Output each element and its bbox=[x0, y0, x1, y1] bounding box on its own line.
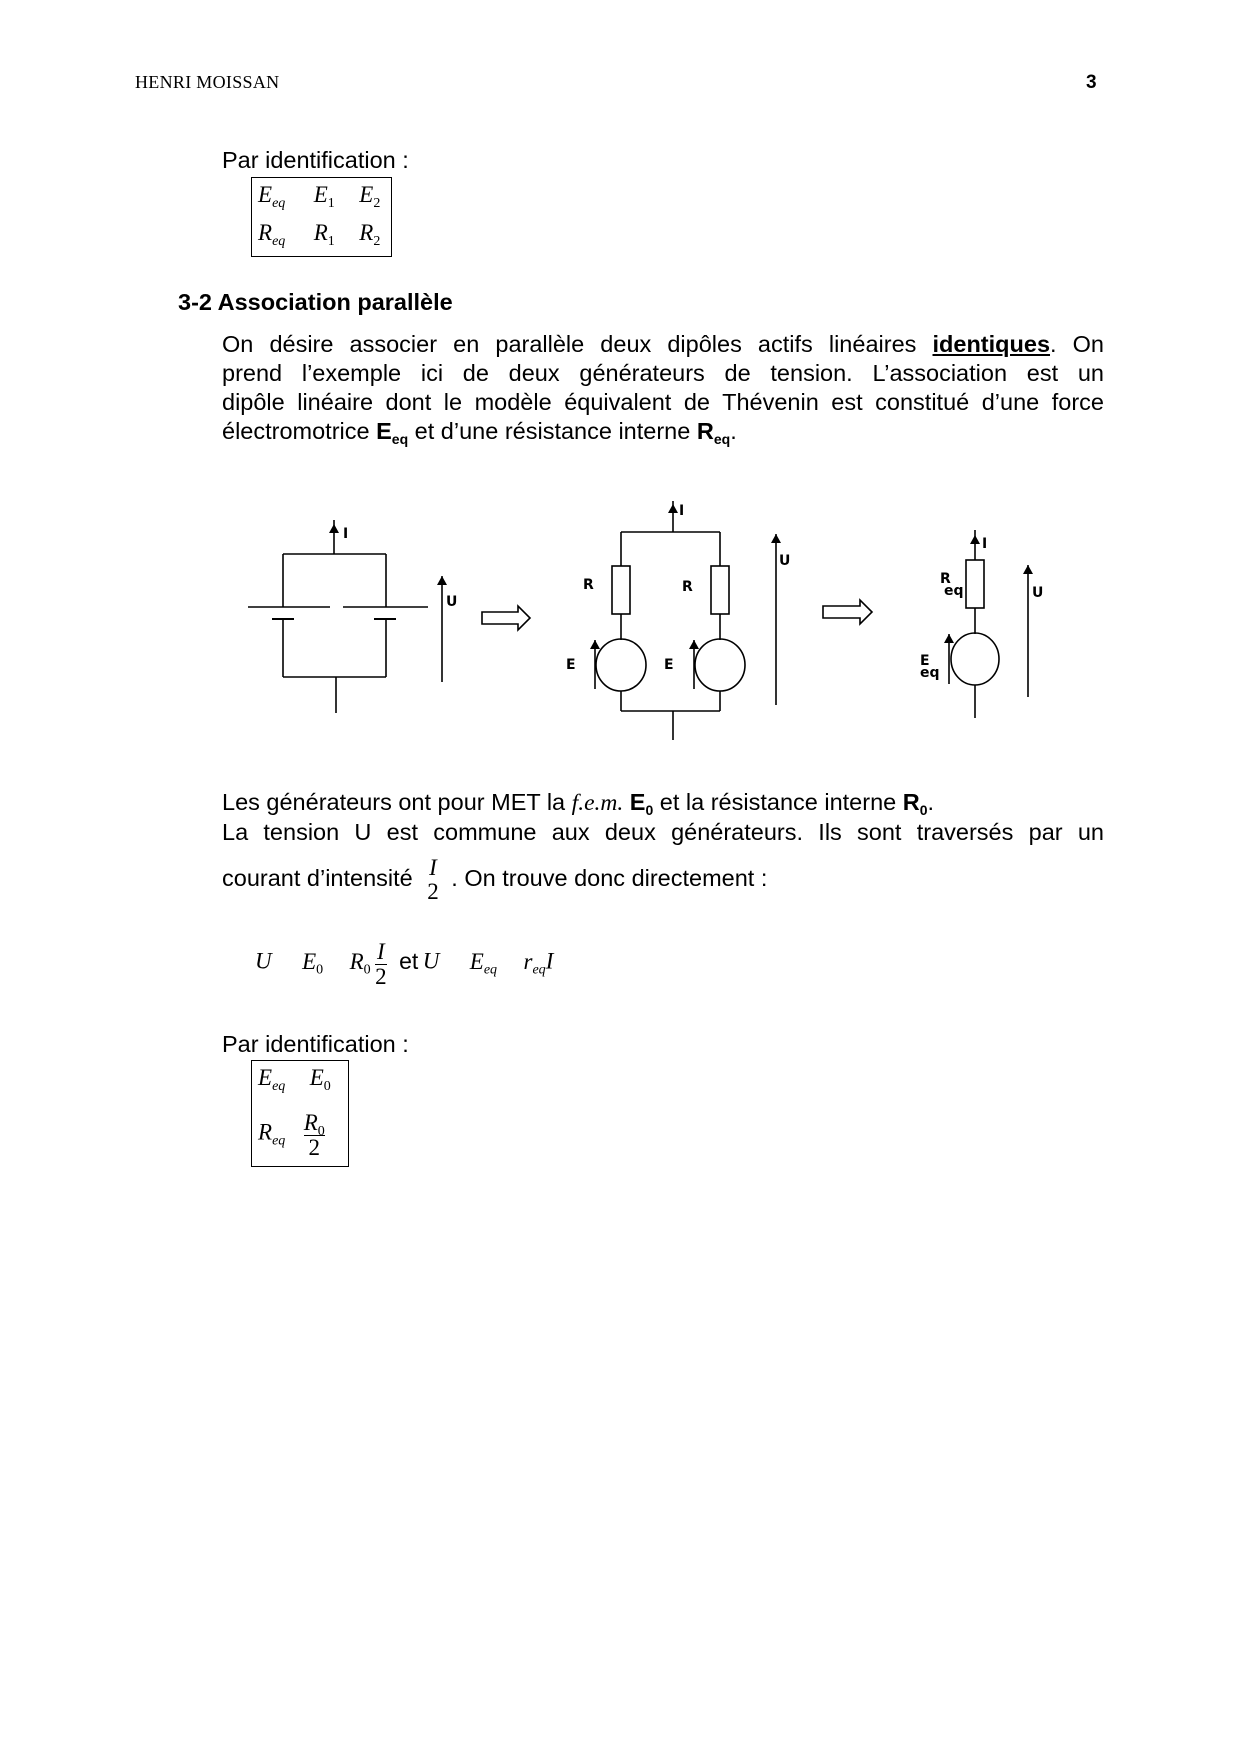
p1-line-4: électromotrice $E_{eq}$ et d’une résistance interne $R_{eq}$. bbox=[222, 418, 737, 447]
section-title: 3-2 Association parallèle bbox=[178, 289, 453, 315]
d2-current-label: I bbox=[679, 503, 685, 519]
p2-line-3: courant d’intensité I 2 . On trouve donc directement : bbox=[222, 855, 768, 904]
d3-voltage-label: U bbox=[1032, 585, 1044, 601]
d3-r-label: R eq bbox=[940, 571, 964, 599]
box2-row1: $E_{eq}$ $E_0$ bbox=[258, 1065, 331, 1094]
transform-arrow-2 bbox=[823, 600, 872, 624]
box2-fraction: $\frac{R_0}{2}$ bbox=[303, 1110, 325, 1160]
transform-arrow-1 bbox=[482, 606, 530, 630]
d1-current-label: I bbox=[343, 526, 349, 542]
p1-line-1: On désire associer en parallèle deux dipôles actifs linéaires identiques. On bbox=[222, 331, 1104, 357]
box1-row1: $E_{eq}$ $E_1$ $E_2$ bbox=[258, 182, 381, 211]
diagram-1-two-generators-parallel bbox=[248, 520, 442, 713]
box2-row2: $R_{eq}$ $\frac{R_0}{2}$ bbox=[258, 1110, 325, 1160]
intensity-fraction: I 2 bbox=[427, 855, 439, 904]
paragraph-2 bbox=[222, 788, 1104, 847]
equation: U $E_0$ $R_0$ $\frac{I}{2}$ et U $E_{eq}$ $r_{eq}I$ bbox=[255, 939, 554, 989]
d3-e-label: E eq bbox=[920, 653, 940, 681]
d2-r-right-label: R bbox=[682, 579, 693, 595]
diagram-3-equivalent-model bbox=[949, 530, 1028, 718]
p2-line-2: La tension U est commune aux deux générateurs. Ils sont traversés par un bbox=[222, 819, 1104, 845]
p2-line-1: Les générateurs ont pour MET la f.e.m. $E_0$ et la résistance interne $R_0$. bbox=[222, 789, 935, 818]
equation-fraction: $\frac{I}{2}$ bbox=[375, 939, 387, 989]
diagram-2-thevenin-models bbox=[595, 501, 776, 740]
p1-line-2: prend l’exemple ici de deux générateurs de tension. L’association est un bbox=[222, 360, 1104, 386]
identification-box-2 bbox=[251, 1060, 349, 1167]
page-number: 3 bbox=[1086, 72, 1097, 93]
box1-row2: $R_{eq}$ $R_1$ $R_2$ bbox=[258, 220, 381, 249]
identification-intro-1: Par identification : bbox=[222, 147, 409, 173]
identification-intro-2: Par identification : bbox=[222, 1031, 409, 1057]
d2-r-left-label: R bbox=[583, 577, 594, 593]
header-school: HENRI MOISSAN bbox=[135, 72, 280, 92]
d2-e-left-label: E bbox=[566, 657, 576, 673]
p1-line-3: dipôle linéaire dont le modèle équivalent de Thévenin est constitué d’une force bbox=[222, 389, 1104, 415]
d3-current-label: I bbox=[982, 536, 988, 552]
d2-voltage-label: U bbox=[779, 553, 791, 569]
d2-e-right-label: E bbox=[664, 657, 674, 673]
d1-voltage-label: U bbox=[446, 594, 458, 610]
